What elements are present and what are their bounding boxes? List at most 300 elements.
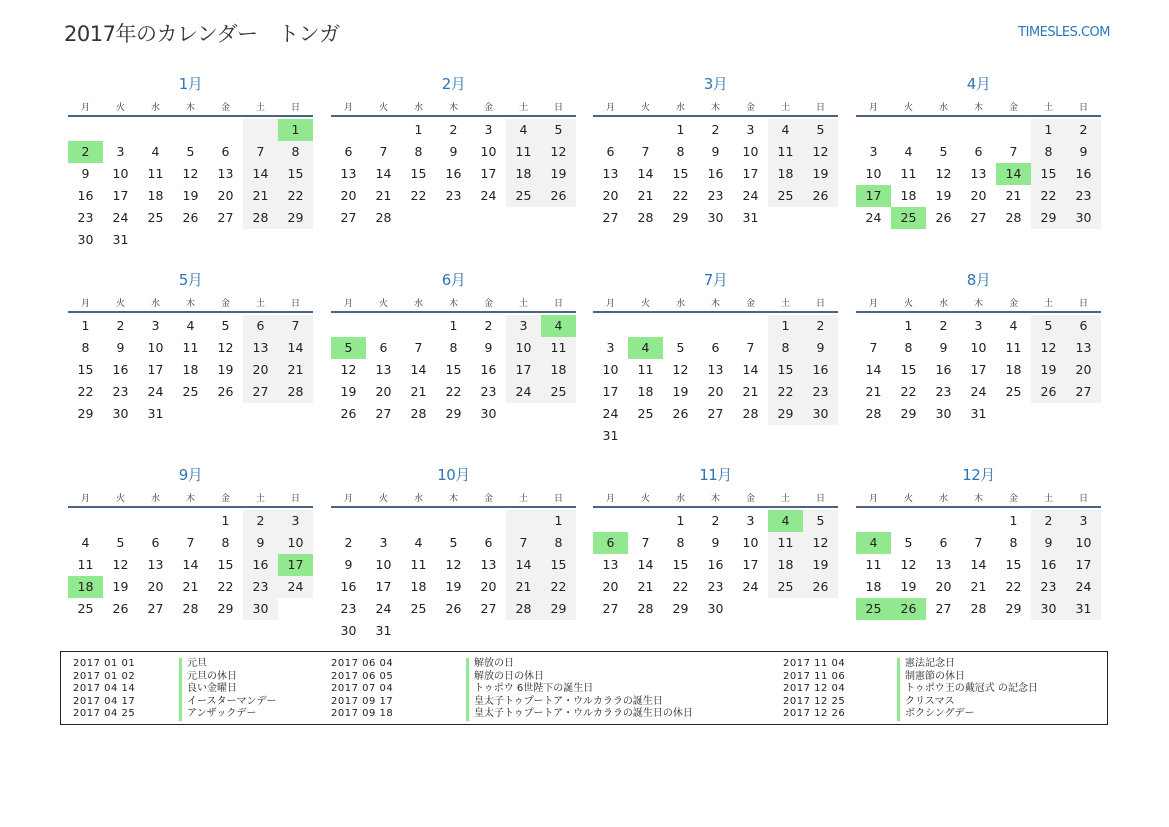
weekday-label: 土: [780, 493, 790, 504]
day-cell: 10: [970, 340, 987, 355]
empty-cell: [733, 315, 768, 337]
day-cell: 13: [970, 166, 987, 181]
weekday-label: 火: [378, 298, 388, 309]
day-cell: 28: [375, 210, 392, 225]
day-cell: 3: [116, 144, 125, 159]
day-cell: 20: [217, 188, 234, 203]
day-cell: 2: [449, 122, 458, 137]
empty-cell: [173, 510, 208, 532]
day-cell: 6: [606, 144, 615, 159]
empty-cell: [506, 620, 541, 642]
day-cell: 3: [506, 315, 541, 337]
day-cell: 29: [672, 210, 689, 225]
empty-cell: [996, 403, 1031, 425]
day-cell: 27: [243, 381, 278, 403]
day-cell: 28: [278, 381, 313, 403]
day-cell: 16: [340, 579, 357, 594]
day-cell: 23: [707, 188, 724, 203]
empty-cell: [243, 229, 278, 251]
day-cell: 8: [676, 144, 685, 159]
day-cell: 17: [1066, 554, 1101, 576]
day-cell: 18: [182, 362, 199, 377]
empty-cell: [173, 229, 208, 251]
day-cell: 6: [221, 144, 230, 159]
day-cell: 12: [900, 557, 917, 572]
day-cell: 8: [449, 340, 458, 355]
day-grid: [856, 510, 1101, 620]
day-cell: 23: [445, 188, 462, 203]
day-cell: 29: [77, 406, 94, 421]
day-cell: 21: [742, 384, 759, 399]
day-cell: 17: [970, 362, 987, 377]
day-cell: 16: [803, 359, 838, 381]
day-cell: 15: [217, 557, 234, 572]
day-cell: 19: [672, 384, 689, 399]
day-cell: 2: [243, 510, 278, 532]
empty-cell: [541, 207, 576, 229]
month-calendar: [331, 270, 576, 425]
day-cell: 27: [147, 601, 164, 616]
day-cell: 1: [768, 315, 803, 337]
holiday-date: 2017 04 14: [73, 683, 136, 695]
weekday-label: 金: [483, 493, 493, 504]
weekday-header: [593, 293, 838, 313]
day-cell: 13: [602, 166, 619, 181]
holiday-date: 2017 04 17: [73, 695, 136, 707]
weekday-label: 土: [255, 493, 265, 504]
day-cell: 9: [1066, 141, 1101, 163]
site-link[interactable]: TIMESLES.COM: [1018, 25, 1110, 40]
day-cell: 12: [935, 166, 952, 181]
weekday-label: 金: [220, 298, 230, 309]
day-cell: 15: [278, 163, 313, 185]
empty-cell: [593, 510, 628, 532]
day-cell: 18: [410, 579, 427, 594]
day-cell: 11: [410, 557, 427, 572]
day-cell: 1: [904, 318, 913, 333]
empty-cell: [593, 315, 628, 337]
empty-cell: [961, 510, 996, 532]
month-calendar: [593, 270, 838, 447]
holiday-day-cell: 18: [68, 576, 103, 598]
day-cell: 26: [803, 185, 838, 207]
day-cell: 25: [1005, 384, 1022, 399]
empty-cell: [68, 119, 103, 141]
empty-cell: [628, 315, 663, 337]
holiday-day-cell: 4: [628, 337, 663, 359]
day-cell: 3: [746, 122, 755, 137]
day-cell: 7: [414, 340, 423, 355]
day-grid: [593, 510, 838, 620]
weekday-label: 火: [640, 298, 650, 309]
month-calendar: [856, 465, 1101, 620]
weekday-label: 月: [343, 102, 353, 113]
weekday-label: 火: [640, 493, 650, 504]
empty-cell: [803, 425, 838, 447]
day-cell: 14: [182, 557, 199, 572]
day-cell: 2: [344, 535, 353, 550]
holiday-day-cell: 26: [891, 598, 926, 620]
day-cell: 5: [676, 340, 685, 355]
day-cell: 4: [151, 144, 160, 159]
day-cell: 27: [217, 210, 234, 225]
day-cell: 14: [637, 557, 654, 572]
day-cell: 15: [1005, 557, 1022, 572]
weekday-header: [856, 488, 1101, 508]
empty-cell: [103, 510, 138, 532]
month-title: 5月: [178, 271, 203, 289]
weekday-label: 水: [675, 298, 685, 309]
weekday-label: 木: [710, 493, 720, 504]
day-cell: 29: [1005, 601, 1022, 616]
day-cell: 25: [541, 381, 576, 403]
month-calendar: [68, 465, 313, 620]
day-cell: 12: [112, 557, 129, 572]
day-cell: 7: [1009, 144, 1018, 159]
weekday-label: 水: [413, 298, 423, 309]
day-cell: 18: [1005, 362, 1022, 377]
legend-row: [331, 658, 756, 671]
day-cell: 25: [768, 576, 803, 598]
day-cell: 16: [243, 554, 278, 576]
day-cell: 18: [506, 163, 541, 185]
day-cell: 28: [506, 598, 541, 620]
day-cell: 31: [375, 623, 392, 638]
day-cell: 5: [186, 144, 195, 159]
holiday-name: アンザックデー: [179, 708, 256, 721]
weekday-label: 金: [1008, 493, 1018, 504]
day-cell: 10: [742, 144, 759, 159]
day-cell: 15: [541, 554, 576, 576]
day-cell: 17: [506, 359, 541, 381]
day-cell: 7: [278, 315, 313, 337]
weekday-label: 月: [343, 298, 353, 309]
empty-cell: [401, 510, 436, 532]
day-cell: 29: [217, 601, 234, 616]
holiday-name: 元旦の休日: [179, 671, 237, 684]
month-calendar: [593, 74, 838, 229]
day-cell: 20: [602, 188, 619, 203]
day-cell: 4: [1009, 318, 1018, 333]
day-cell: 30: [480, 406, 497, 421]
day-cell: 10: [480, 144, 497, 159]
weekday-label: 月: [605, 493, 615, 504]
day-cell: 10: [147, 340, 164, 355]
day-cell: 11: [77, 557, 94, 572]
day-cell: 11: [768, 532, 803, 554]
day-cell: 19: [900, 579, 917, 594]
day-cell: 26: [217, 384, 234, 399]
day-grid: [68, 315, 313, 425]
weekday-label: 土: [1043, 298, 1053, 309]
day-cell: 25: [182, 384, 199, 399]
empty-cell: [803, 207, 838, 229]
weekday-label: 火: [640, 102, 650, 113]
day-cell: 20: [1066, 359, 1101, 381]
weekday-label: 日: [1078, 298, 1088, 309]
day-cell: 4: [186, 318, 195, 333]
day-cell: 31: [147, 406, 164, 421]
empty-cell: [278, 598, 313, 620]
empty-cell: [436, 510, 471, 532]
empty-cell: [436, 207, 471, 229]
day-cell: 2: [484, 318, 493, 333]
weekday-label: 火: [903, 298, 913, 309]
holiday-date: 2017 04 25: [73, 708, 136, 720]
day-cell: 12: [217, 340, 234, 355]
day-cell: 16: [707, 166, 724, 181]
holiday-day-cell: 25: [856, 598, 891, 620]
day-cell: 9: [939, 340, 948, 355]
legend-column: [783, 658, 1169, 721]
day-cell: 11: [768, 141, 803, 163]
weekday-label: 土: [255, 298, 265, 309]
day-cell: 22: [768, 381, 803, 403]
day-cell: 11: [637, 362, 654, 377]
weekday-label: 土: [780, 102, 790, 113]
weekday-label: 土: [780, 298, 790, 309]
empty-cell: [471, 510, 506, 532]
day-cell: 27: [602, 601, 619, 616]
day-cell: 27: [602, 210, 619, 225]
day-cell: 6: [151, 535, 160, 550]
day-cell: 24: [147, 384, 164, 399]
day-cell: 5: [939, 144, 948, 159]
day-cell: 28: [410, 406, 427, 421]
weekday-label: 火: [378, 493, 388, 504]
day-cell: 27: [340, 210, 357, 225]
day-cell: 7: [641, 144, 650, 159]
weekday-header: [68, 293, 313, 313]
day-cell: 8: [904, 340, 913, 355]
day-cell: 10: [112, 166, 129, 181]
day-cell: 13: [1066, 337, 1101, 359]
weekday-label: 木: [448, 298, 458, 309]
day-cell: 26: [182, 210, 199, 225]
day-cell: 13: [147, 557, 164, 572]
day-cell: 18: [768, 163, 803, 185]
month-title: 2月: [441, 75, 466, 93]
weekday-label: 金: [1008, 298, 1018, 309]
day-cell: 11: [506, 141, 541, 163]
holiday-date: 2017 11 06: [783, 670, 846, 682]
weekday-label: 水: [413, 493, 423, 504]
empty-cell: [401, 620, 436, 642]
weekday-header: [856, 97, 1101, 117]
empty-cell: [803, 598, 838, 620]
holiday-day-cell: 4: [768, 510, 803, 532]
day-cell: 22: [900, 384, 917, 399]
weekday-label: 水: [150, 298, 160, 309]
day-cell: 2: [939, 318, 948, 333]
day-cell: 15: [672, 166, 689, 181]
weekday-label: 木: [185, 298, 195, 309]
empty-cell: [401, 207, 436, 229]
day-cell: 11: [900, 166, 917, 181]
day-cell: 12: [672, 362, 689, 377]
day-cell: 24: [278, 576, 313, 598]
day-cell: 28: [637, 210, 654, 225]
legend-row: [783, 683, 1169, 696]
weekday-label: 月: [80, 493, 90, 504]
day-cell: 3: [151, 318, 160, 333]
day-cell: 9: [449, 144, 458, 159]
empty-cell: [173, 119, 208, 141]
empty-cell: [138, 229, 173, 251]
day-cell: 9: [711, 535, 720, 550]
day-cell: 2: [711, 513, 720, 528]
empty-cell: [926, 119, 961, 141]
empty-cell: [331, 315, 366, 337]
day-cell: 14: [742, 362, 759, 377]
weekday-label: 土: [255, 102, 265, 113]
day-cell: 13: [707, 362, 724, 377]
weekday-label: 水: [413, 102, 423, 113]
day-cell: 29: [672, 601, 689, 616]
day-cell: 23: [340, 601, 357, 616]
month-title: 4月: [966, 75, 991, 93]
day-cell: 27: [375, 406, 392, 421]
weekday-label: 金: [220, 102, 230, 113]
holiday-name: 元旦: [179, 658, 207, 671]
month-title: 11月: [699, 466, 732, 484]
weekday-label: 日: [815, 298, 825, 309]
day-cell: 11: [541, 337, 576, 359]
day-cell: 20: [243, 359, 278, 381]
day-cell: 22: [672, 579, 689, 594]
legend-row: [331, 708, 756, 721]
day-cell: 9: [116, 340, 125, 355]
day-cell: 25: [637, 406, 654, 421]
month-title: 7月: [703, 271, 728, 289]
day-cell: 19: [112, 579, 129, 594]
day-cell: 22: [672, 188, 689, 203]
holiday-date: 2017 06 05: [331, 670, 394, 682]
weekday-label: 木: [973, 493, 983, 504]
day-cell: 20: [707, 384, 724, 399]
day-cell: 23: [1031, 576, 1066, 598]
day-cell: 10: [506, 337, 541, 359]
empty-cell: [628, 510, 663, 532]
legend-row: [331, 696, 756, 709]
empty-cell: [208, 403, 243, 425]
weekday-label: 土: [518, 102, 528, 113]
day-cell: 30: [935, 406, 952, 421]
empty-cell: [506, 403, 541, 425]
day-cell: 13: [602, 557, 619, 572]
day-cell: 30: [243, 598, 278, 620]
weekday-label: 日: [553, 298, 563, 309]
day-cell: 9: [81, 166, 90, 181]
day-cell: 14: [375, 166, 392, 181]
day-cell: 30: [803, 403, 838, 425]
day-cell: 5: [803, 510, 838, 532]
day-cell: 26: [445, 601, 462, 616]
day-cell: 3: [484, 122, 493, 137]
holiday-name: イースターマンデー: [179, 696, 277, 709]
day-cell: 5: [116, 535, 125, 550]
day-cell: 20: [480, 579, 497, 594]
weekday-label: 月: [80, 298, 90, 309]
day-cell: 22: [445, 384, 462, 399]
day-cell: 8: [414, 144, 423, 159]
empty-cell: [593, 119, 628, 141]
day-cell: 24: [112, 210, 129, 225]
day-cell: 15: [77, 362, 94, 377]
holiday-day-cell: 14: [996, 163, 1031, 185]
month-calendar: [593, 465, 838, 620]
day-cell: 10: [602, 362, 619, 377]
month-calendar: [856, 270, 1101, 425]
empty-cell: [366, 315, 401, 337]
legend-row: [783, 658, 1169, 671]
day-cell: 13: [375, 362, 392, 377]
day-cell: 7: [869, 340, 878, 355]
empty-cell: [733, 598, 768, 620]
empty-cell: [68, 510, 103, 532]
weekday-label: 金: [483, 102, 493, 113]
weekday-label: 日: [815, 493, 825, 504]
day-cell: 1: [676, 122, 685, 137]
empty-cell: [436, 620, 471, 642]
weekday-label: 木: [448, 493, 458, 504]
weekday-label: 日: [290, 102, 300, 113]
day-cell: 10: [375, 557, 392, 572]
day-cell: 28: [1005, 210, 1022, 225]
day-cell: 29: [900, 406, 917, 421]
day-cell: 17: [480, 166, 497, 181]
weekday-label: 日: [290, 298, 300, 309]
empty-cell: [138, 119, 173, 141]
holiday-date: 2017 09 17: [331, 695, 394, 707]
day-cell: 31: [602, 428, 619, 443]
day-cell: 21: [278, 359, 313, 381]
month-title: 9月: [178, 466, 203, 484]
day-cell: 16: [707, 557, 724, 572]
empty-cell: [471, 620, 506, 642]
day-cell: 3: [1066, 510, 1101, 532]
weekday-label: 金: [745, 298, 755, 309]
day-cell: 14: [970, 557, 987, 572]
month-title: 10月: [437, 466, 470, 484]
holiday-day-cell: 2: [68, 141, 103, 163]
day-cell: 17: [147, 362, 164, 377]
day-cell: 5: [541, 119, 576, 141]
day-cell: 1: [221, 513, 230, 528]
day-cell: 15: [410, 166, 427, 181]
day-cell: 21: [182, 579, 199, 594]
legend-row: [331, 683, 756, 696]
day-cell: 6: [711, 340, 720, 355]
day-cell: 21: [637, 579, 654, 594]
day-cell: 4: [506, 119, 541, 141]
weekday-label: 火: [115, 298, 125, 309]
day-cell: 18: [541, 359, 576, 381]
day-cell: 17: [375, 579, 392, 594]
day-cell: 17: [112, 188, 129, 203]
day-cell: 21: [506, 576, 541, 598]
empty-cell: [961, 119, 996, 141]
weekday-label: 木: [973, 298, 983, 309]
day-cell: 23: [707, 579, 724, 594]
day-cell: 30: [1066, 207, 1101, 229]
day-grid: [331, 315, 576, 425]
day-cell: 29: [541, 598, 576, 620]
day-cell: 16: [1066, 163, 1101, 185]
weekday-header: [331, 97, 576, 117]
day-cell: 6: [974, 144, 983, 159]
day-cell: 19: [445, 579, 462, 594]
